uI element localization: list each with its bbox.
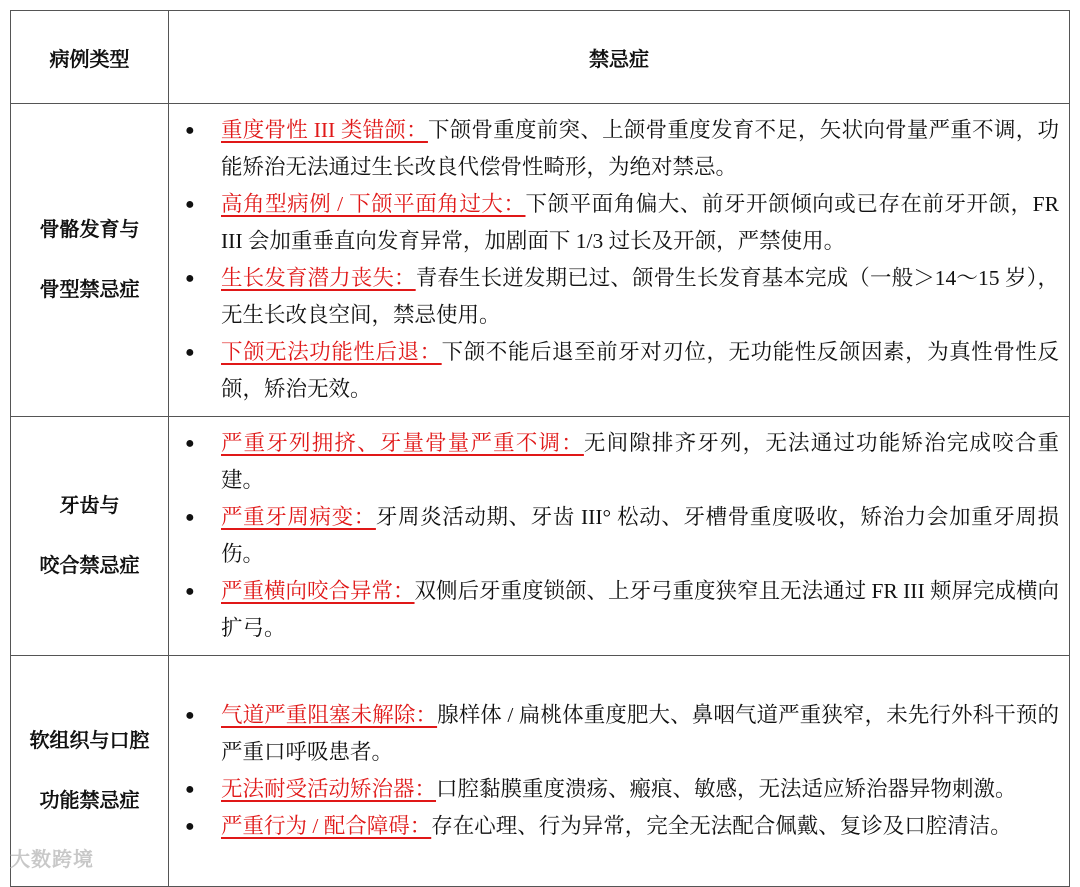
list-item bbox=[169, 697, 1059, 771]
item-text: 牙周炎活动期、牙齿 III° 松动、牙槽骨重度吸收，矫治力会加重牙周损伤。 bbox=[221, 505, 1059, 566]
item-text: 口腔黏膜重度溃疡、瘢痕、敏感，无法适应矫治器异物刺激。 bbox=[436, 777, 1017, 801]
contraindication-table bbox=[10, 10, 1070, 887]
list-item bbox=[169, 808, 1059, 845]
list-item bbox=[169, 499, 1059, 573]
item-text: 无间隙排齐牙列，无法通过功能矫治完成咬合重建。 bbox=[221, 431, 1059, 492]
header-contraindication: 禁忌症 bbox=[169, 11, 1070, 104]
item-key: 严重横向咬合异常： bbox=[221, 579, 415, 603]
list-item bbox=[169, 771, 1059, 808]
bullet-icon: ● bbox=[185, 270, 195, 287]
watermark bbox=[10, 843, 94, 872]
contraindication-cell bbox=[169, 104, 1070, 417]
item-text: 下颌平面角偏大、前牙开颌倾向或已存在前牙开颌，FR III 会加重垂直向发育异常，加剧面下 1/3 过长及开颌，严禁使用。 bbox=[221, 192, 1059, 253]
list-item bbox=[169, 334, 1059, 408]
bullet-icon: ● bbox=[185, 707, 195, 724]
bullet-icon: ● bbox=[185, 196, 195, 213]
item-key: 下颌无法功能性后退： bbox=[221, 340, 442, 364]
item-key: 重度骨性 III 类错颌： bbox=[221, 118, 428, 142]
item-text: 下颌骨重度前突、上颌骨重度发育不足，矢状向骨量严重不调，功能矫治无法通过生长改良代偿骨性畸形，为绝对禁忌。 bbox=[221, 118, 1059, 179]
list-item bbox=[169, 186, 1059, 260]
item-text: 存在心理、行为异常，完全无法配合佩戴、复诊及口腔清洁。 bbox=[431, 814, 1012, 838]
bullet-icon: ● bbox=[185, 344, 195, 361]
table-row bbox=[11, 656, 1070, 887]
list-item bbox=[169, 573, 1059, 647]
category-label: 骨骼发育与 bbox=[39, 219, 140, 241]
item-key: 严重牙周病变： bbox=[221, 505, 376, 529]
bullet-icon: ● bbox=[185, 583, 195, 600]
item-key: 严重行为 / 配合障碍： bbox=[221, 814, 432, 838]
item-text: 下颌不能后退至前牙对刃位，无功能性反颌因素，为真性骨性反颌，矫治无效。 bbox=[221, 340, 1059, 401]
table-row bbox=[11, 104, 1070, 417]
contraindication-cell bbox=[169, 656, 1070, 887]
category-label: 软组织与口腔 bbox=[29, 730, 150, 752]
table-row bbox=[11, 417, 1070, 656]
category-label: 骨型禁忌症 bbox=[39, 279, 140, 301]
watermark-text: 大数跨境 bbox=[10, 849, 94, 871]
category-label: 功能禁忌症 bbox=[39, 790, 140, 812]
bullet-icon: ● bbox=[185, 122, 195, 139]
category-label: 牙齿与 bbox=[59, 495, 120, 517]
bullet-icon: ● bbox=[185, 781, 195, 798]
header-case-type: 病例类型 bbox=[11, 11, 169, 104]
bullet-icon: ● bbox=[185, 509, 195, 526]
contraindication-cell bbox=[169, 417, 1070, 656]
item-key: 严重牙列拥挤、牙量骨量严重不调： bbox=[221, 431, 584, 455]
item-key: 高角型病例 / 下颌平面角过大： bbox=[221, 192, 526, 216]
bullet-icon: ● bbox=[185, 435, 195, 452]
list-item bbox=[169, 260, 1059, 334]
item-key: 气道严重阻塞未解除： bbox=[221, 703, 438, 727]
item-key: 无法耐受活动矫治器： bbox=[221, 777, 437, 801]
category-cell bbox=[11, 417, 169, 656]
category-cell bbox=[11, 104, 169, 417]
item-key: 生长发育潜力丧失： bbox=[221, 266, 416, 290]
item-text: 青春生长迸发期已过、颌骨生长发育基本完成（一般＞14～15 岁），无生长改良空间，禁忌使用。 bbox=[221, 266, 1059, 327]
item-text: 双侧后牙重度锁颌、上牙弓重度狭窄且无法通过 FR III 颊屏完成横向扩弓。 bbox=[221, 579, 1059, 640]
list-item bbox=[169, 425, 1059, 499]
item-text: 腺样体 / 扁桃体重度肥大、鼻咽气道严重狭窄，未先行外科干预的严重口呼吸患者。 bbox=[221, 703, 1059, 764]
bullet-icon: ● bbox=[185, 818, 195, 835]
list-item bbox=[169, 112, 1059, 186]
header-row bbox=[11, 11, 1070, 104]
category-label: 咬合禁忌症 bbox=[39, 555, 140, 577]
